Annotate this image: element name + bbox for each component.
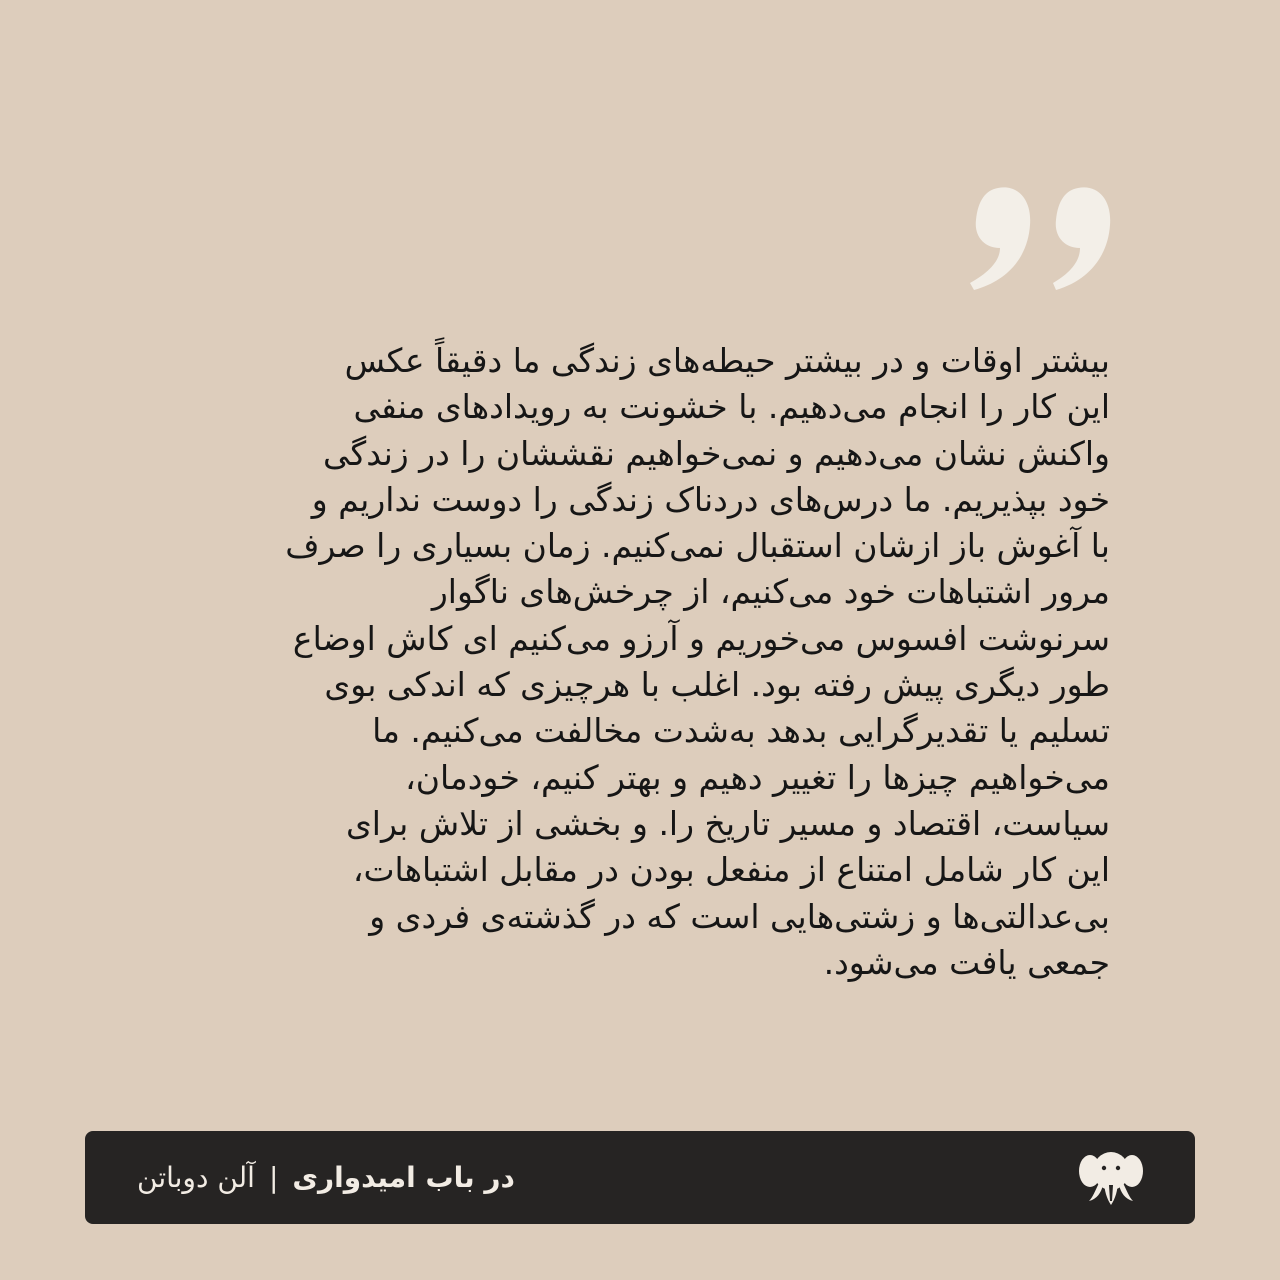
quote-text xyxy=(150,338,1110,986)
quote-line: این کار را انجام می‌دهیم. با خشونت به رویدادهای منفی xyxy=(353,387,1110,427)
quote-line: سیاست، اقتصاد و مسیر تاریخ را. و بخشی از تلاش برای xyxy=(345,803,1110,843)
book-title: در باب امیدواری xyxy=(292,1161,515,1194)
quote-line: این کار شامل امتناع از منفعل بودن در مقابل اشتباهات، xyxy=(352,850,1110,890)
elephant-icon xyxy=(1079,1149,1143,1207)
book-credit xyxy=(137,1131,515,1224)
quote-line: مرور اشتباهات خود می‌کنیم، از چرخش‌های ناگوار xyxy=(431,572,1110,612)
quote-line: جمعی یافت می‌شود. xyxy=(823,942,1110,982)
quote-line: طور دیگری پیش رفته بود. اغلب با هرچیزی که اندکی بوی xyxy=(324,665,1110,705)
footer-bar xyxy=(85,1131,1195,1224)
quote-line: خود بپذیریم. ما درس‌های دردناک زندگی را دوست نداریم و xyxy=(311,479,1110,519)
credit-separator: | xyxy=(268,1161,279,1194)
quote-line: واکنش نشان می‌دهیم و نمی‌خواهیم نقششان را در زندگی xyxy=(323,433,1110,473)
quote-line: بی‌عدالتی‌ها و زشتی‌هایی است که در گذشته‌ی فردی و xyxy=(369,896,1110,936)
quote-line: بیشتر اوقات و در بیشتر حیطه‌های زندگی ما دقیقاً عکس xyxy=(344,341,1110,380)
quote-line: با آغوش باز ازشان استقبال نمی‌کنیم. زمان بسیاری را صرف xyxy=(285,526,1110,566)
quote-mark-icon xyxy=(960,180,1120,300)
quote-line: می‌خواهیم چیزها را تغییر دهیم و بهتر کنیم، خودمان، xyxy=(405,757,1110,797)
quote-line: تسلیم یا تقدیرگرایی بدهد به‌شدت مخالفت می‌کنیم. ما xyxy=(372,711,1110,751)
author-name: آلن دوباتن xyxy=(137,1161,255,1194)
quote-line: سرنوشت افسوس می‌خوریم و آرزو می‌کنیم ای کاش اوضاع xyxy=(292,618,1110,658)
